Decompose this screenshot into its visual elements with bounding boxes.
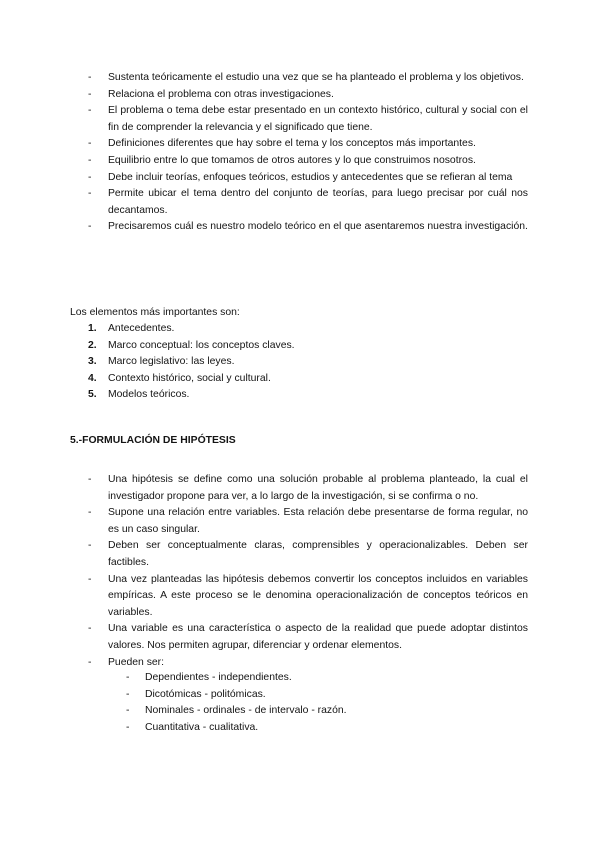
list-item — [88, 170, 528, 187]
list-item-text: Contexto histórico, social y cultural. — [108, 372, 271, 384]
list-item-text: Marco legislativo: las leyes. — [108, 356, 235, 368]
list-item-text: Dicotómicas - politómicas. — [145, 688, 266, 700]
list-item-text: Precisaremos cuál es nuestro modelo teórico en el que asentaremos nuestra investigación. — [108, 221, 528, 233]
list-number: 1. — [88, 323, 97, 334]
list-item — [88, 572, 528, 622]
list-item — [88, 621, 528, 654]
list-item — [126, 670, 526, 687]
list-item — [88, 87, 528, 104]
list-item-text: Supone una relación entre variables. Esta relación debe presentarse de forma regular, no es un caso singular. — [108, 507, 528, 535]
list-item — [88, 103, 528, 136]
list-number: 4. — [88, 372, 97, 384]
bullet-marker: - — [88, 72, 92, 83]
section-heading: 5.-FORMULACIÓN DE HIPÓTESIS — [70, 435, 236, 446]
bullet-marker: - — [88, 154, 92, 166]
list-item — [88, 219, 528, 236]
list-item-text: El problema o tema debe estar presentado en un contexto histórico, cultural y social con el fin de comprender la relevancia y el significado que tiene. — [108, 105, 528, 133]
bullet-marker: - — [88, 171, 92, 183]
bullet-marker: - — [88, 105, 92, 117]
list-item — [88, 538, 528, 571]
bullet-marker: - — [88, 88, 92, 100]
list-item-text: Sustenta teóricamente el estudio una vez que se ha planteado el problema y los objetivos. — [108, 72, 524, 83]
variable-types-sublist — [126, 670, 526, 736]
list-item-text: Nominales - ordinales - de intervalo - razón. — [145, 705, 347, 717]
list-item-text: Una variable es una característica o aspecto de la realidad que puede adoptar distintos valores. Nos permiten agrupar, diferenciar y ordenar elementos. — [108, 623, 528, 651]
list-item — [88, 70, 528, 87]
list-item-text: Modelos teóricos. — [108, 389, 190, 401]
list-number: 5. — [88, 389, 97, 401]
elements-intro-paragraph: Los elementos más importantes son: — [70, 307, 240, 318]
list-item — [126, 687, 526, 704]
list-item — [126, 703, 526, 720]
hypothesis-bullet-list — [88, 472, 528, 671]
list-item — [88, 186, 528, 219]
bullet-marker: - — [88, 138, 92, 150]
list-number: 2. — [88, 339, 97, 351]
bullet-marker: - — [88, 656, 92, 668]
list-item-text: Equilibrio entre lo que tomamos de otros autores y lo que construimos nosotros. — [108, 154, 476, 166]
list-item — [88, 371, 528, 388]
bullet-marker: - — [126, 688, 130, 700]
list-item-text: Dependientes - independientes. — [145, 672, 292, 683]
elements-numbered-list — [88, 321, 528, 404]
list-item-text: Una hipótesis se define como una solución probable al problema planteado, la cual el investigador propone para ver, a lo largo de la investigación, si se confirma o no. — [108, 474, 528, 502]
list-item-text: Una vez planteadas las hipótesis debemos convertir los conceptos incluidos en variables empíricas. A este proceso se le denomina operacionalización de conceptos teóricos en variables. — [108, 573, 528, 618]
list-item-text: Cuantitativa - cualitativa. — [145, 721, 259, 733]
list-item — [126, 720, 526, 737]
list-item-text: Relaciona el problema con otras investigaciones. — [108, 88, 334, 100]
list-item — [88, 655, 528, 672]
bullet-marker: - — [88, 221, 92, 233]
list-item-text: Deben ser conceptualmente claras, comprensibles y operacionalizables. Deben ser factibles. — [108, 540, 528, 568]
bullet-marker: - — [88, 474, 92, 485]
list-item-text: Marco conceptual: los conceptos claves. — [108, 339, 295, 351]
theoretical-framework-bullet-list — [88, 70, 528, 236]
list-number: 3. — [88, 356, 97, 368]
list-item — [88, 354, 528, 371]
bullet-marker: - — [88, 188, 92, 200]
list-item — [88, 136, 528, 153]
list-item-text: Definiciones diferentes que hay sobre el tema y los conceptos más importantes. — [108, 138, 476, 150]
list-item-text: Permite ubicar el tema dentro del conjunto de teorías, para luego precisar por cuál nos decantamos. — [108, 188, 528, 216]
bullet-marker: - — [88, 540, 92, 552]
list-item — [88, 387, 528, 404]
bullet-marker: - — [126, 705, 130, 717]
bullet-marker: - — [126, 721, 130, 733]
bullet-marker: - — [88, 573, 92, 585]
list-item-text: Debe incluir teorías, enfoques teóricos, estudios y antecedentes que se refieran al tema — [108, 171, 513, 183]
list-item — [88, 472, 528, 505]
list-item — [88, 338, 528, 355]
list-item-text: Antecedentes. — [108, 323, 175, 334]
list-item — [88, 153, 528, 170]
bullet-marker: - — [88, 507, 92, 519]
list-item — [88, 505, 528, 538]
list-item-text: Pueden ser: — [108, 656, 165, 668]
list-item — [88, 321, 528, 338]
bullet-marker: - — [126, 672, 130, 683]
bullet-marker: - — [88, 623, 92, 635]
